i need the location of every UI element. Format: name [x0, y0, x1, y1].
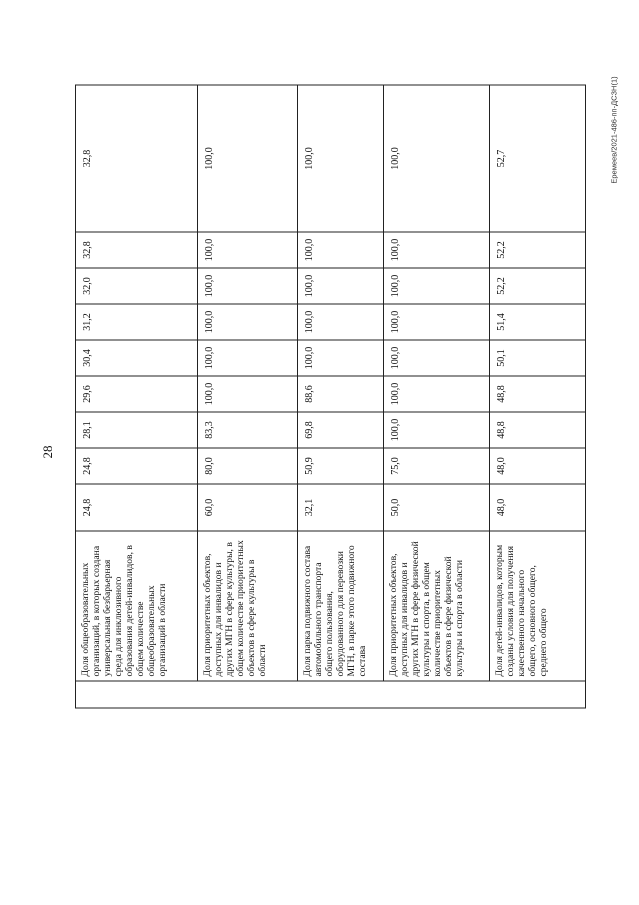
indicator-value: 100,0: [384, 304, 490, 340]
indicator-value: 100,0: [298, 340, 384, 376]
table-row: [490, 85, 586, 708]
table-row: [298, 85, 384, 708]
table-row: [198, 85, 298, 708]
indicator-value: 100,0: [298, 232, 384, 268]
indicator-value: 24,8: [76, 484, 198, 531]
indicator-description: Доля общеобразовательных организаций, в которых создана универсальная безбарьерная среда для инклюзивного образования детей-инвалидов, в общем количестве общеобразовательных организаций в области: [76, 531, 198, 681]
indicator-value: 48,0: [490, 448, 586, 484]
indicator-value: 31,2: [76, 304, 198, 340]
document-id: Еремеев/2021-486-пп-ДСЗН(1): [609, 76, 619, 184]
indicator-value: 50,1: [490, 340, 586, 376]
indicator-value: 100,0: [384, 376, 490, 412]
indicator-value: 50,0: [384, 484, 490, 531]
indicators-table: [75, 85, 586, 709]
indicator-value: 100,0: [384, 340, 490, 376]
indicator-value: 100,0: [298, 268, 384, 304]
indicator-description: Доля приоритетных объектов, доступных для инвалидов и других МГН в сфере физической культуры и спорта, в общем количестве приоритетных объектов в сфере физической культуры и спорта в области: [384, 531, 490, 681]
indicator-value: 32,8: [76, 232, 198, 268]
table-row: [384, 85, 490, 708]
indicator-value: 28,1: [76, 412, 198, 448]
indicator-value: 60,0: [198, 484, 298, 531]
indicator-value: 100,0: [298, 304, 384, 340]
indicator-value: 50,9: [298, 448, 384, 484]
indicator-value: 30,4: [76, 340, 198, 376]
indicator-value: 52,7: [490, 85, 586, 232]
indicator-value: 100,0: [198, 340, 298, 376]
indicator-value: 24,8: [76, 448, 198, 484]
indicator-value: 48,8: [490, 412, 586, 448]
indicator-value: 52,2: [490, 232, 586, 268]
indicator-value: 75,0: [384, 448, 490, 484]
indicator-value: 80,0: [198, 448, 298, 484]
indicator-value: 100,0: [384, 268, 490, 304]
indicator-value: 100,0: [198, 268, 298, 304]
indicator-value: 48,0: [490, 484, 586, 531]
table-left-blank-column: [76, 681, 586, 708]
indicator-value: 100,0: [298, 85, 384, 232]
table-container: [75, 86, 585, 709]
indicator-value: 88,6: [298, 376, 384, 412]
indicator-value: 29,6: [76, 376, 198, 412]
indicator-value: 32,0: [76, 268, 198, 304]
indicator-value: 100,0: [198, 85, 298, 232]
indicator-description: Доля парка подвижного состава автомобильного транспорта общего пользования, оборудованного для перевозки МГН, в парке этого подвижного состава: [298, 531, 384, 681]
indicator-value: 100,0: [384, 412, 490, 448]
indicator-value: 32,8: [76, 85, 198, 232]
indicator-value: 69,8: [298, 412, 384, 448]
indicator-value: 100,0: [198, 376, 298, 412]
table-row: [76, 85, 198, 708]
indicator-value: 100,0: [198, 304, 298, 340]
indicator-description: Доля приоритетных объектов, доступных для инвалидов и других МГН в сфере культуры, в общем количестве приоритетных объектов в сфере культуры в области: [198, 531, 298, 681]
indicator-value: 32,1: [298, 484, 384, 531]
indicator-value: 100,0: [198, 232, 298, 268]
page-number: 28: [40, 445, 55, 459]
indicator-value: 48,8: [490, 376, 586, 412]
indicator-value: 51,4: [490, 304, 586, 340]
indicator-value: 100,0: [384, 85, 490, 232]
indicator-description: Доля детей-инвалидов, которым созданы условия для получения качественного начального общего, основного общего, среднего общего: [490, 531, 586, 681]
indicator-value: 83,3: [198, 412, 298, 448]
indicator-value: 52,2: [490, 268, 586, 304]
indicator-value: 100,0: [384, 232, 490, 268]
